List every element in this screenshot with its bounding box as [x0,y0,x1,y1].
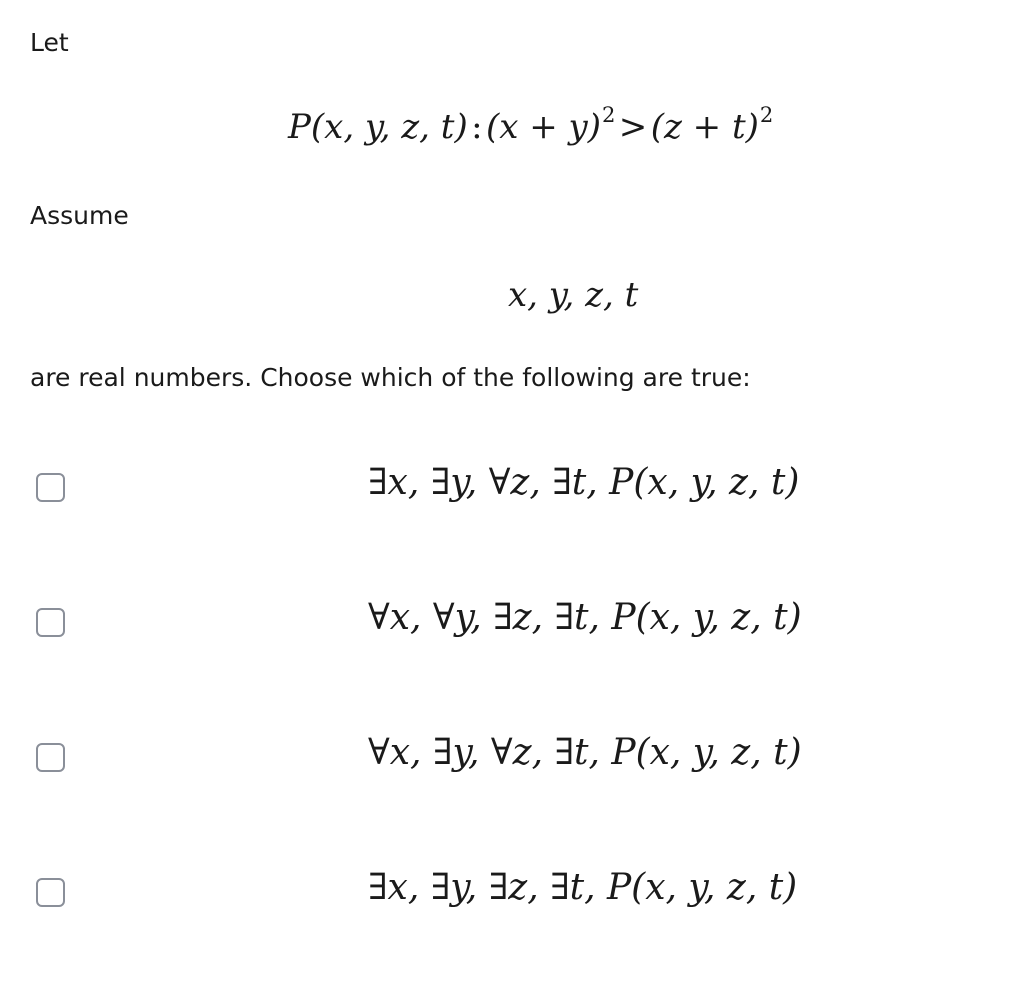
rhs-exponent: 2 [759,102,774,128]
option-1[interactable] [0,462,1024,553]
question-prompt: are real numbers. Choose which of the following are true: [30,363,751,392]
option-3[interactable] [0,732,1024,823]
variables-expression: x, y, z, t [508,275,639,315]
option-3-statement: ∀x, ∃y, ∀z, ∃t, P(x, y, z, t) [368,732,802,773]
predicate-definition [288,102,774,147]
definition-lhs: (x + y) [485,107,601,147]
definition-relation: > [618,107,648,147]
option-2-statement: ∀x, ∀y, ∃z, ∃t, P(x, y, z, t) [368,597,802,638]
option-3-checkbox[interactable] [36,743,65,772]
option-4-checkbox[interactable] [36,878,65,907]
definition-colon: : [471,107,483,147]
option-4-statement: ∃x, ∃y, ∃z, ∃t, P(x, y, z, t) [368,867,798,908]
option-1-checkbox[interactable] [36,473,65,502]
option-4[interactable] [0,867,1024,958]
predicate-args: (x, y, z, t) [310,107,468,147]
predicate-name: P [288,107,311,147]
option-1-statement: ∃x, ∃y, ∀z, ∃t, P(x, y, z, t) [368,462,800,503]
lhs-exponent: 2 [601,102,616,128]
option-2[interactable] [0,597,1024,688]
option-2-checkbox[interactable] [36,608,65,637]
intro-label: Let [30,28,69,57]
assume-label: Assume [30,201,129,230]
definition-rhs: (z + t) [650,107,759,147]
